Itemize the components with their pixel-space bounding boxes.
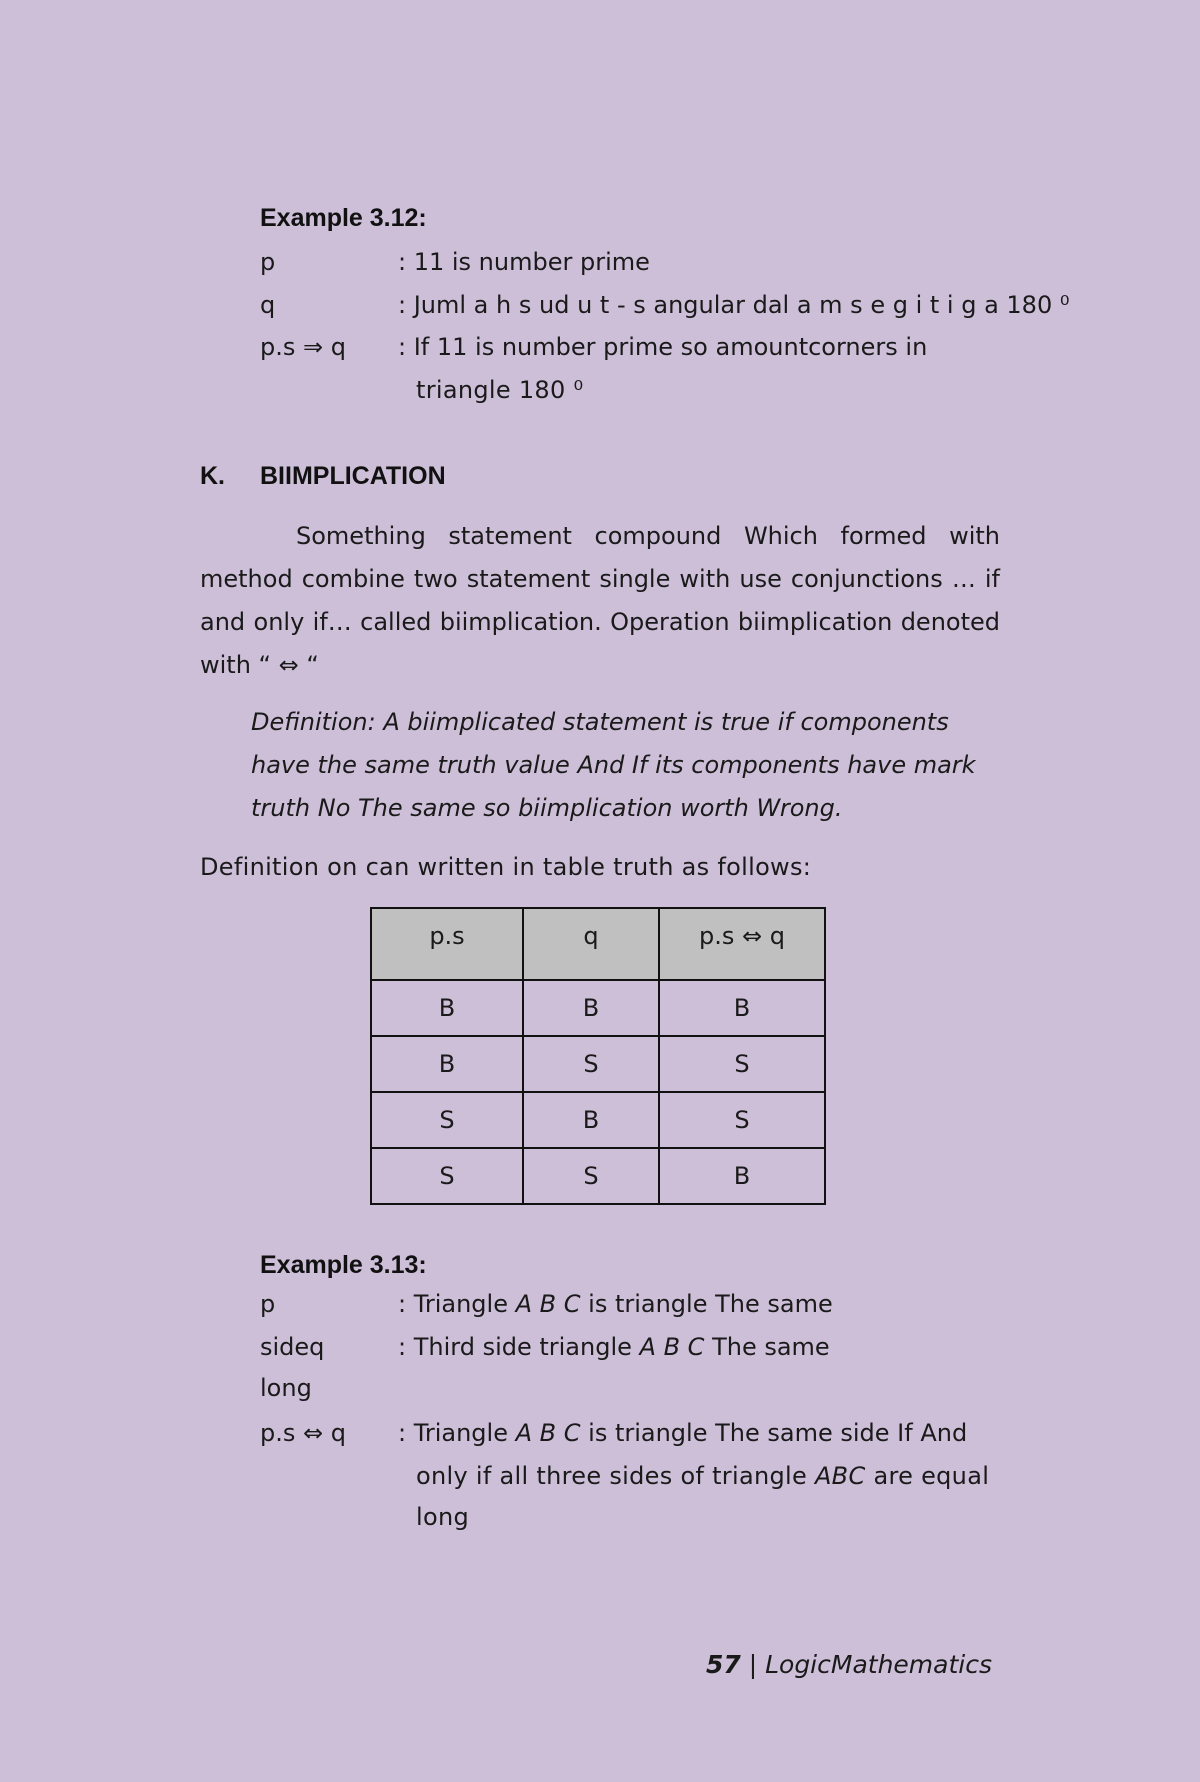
- example-3-12-p-label: p: [260, 248, 276, 276]
- text-segment: The same: [704, 1333, 830, 1361]
- section-k-letter: K.: [200, 462, 225, 490]
- text-segment: : Triangle: [398, 1290, 516, 1318]
- biimplication-paragraph-text: Something statement compound Which formed with method combine two statement single with use conjunctions … if and only if… called biimplication. Operation biimplication denoted with “ ⇔ “: [200, 522, 1000, 679]
- example-3-13-q-label-continuation: long: [260, 1374, 312, 1402]
- example-3-13-biimplication-label: p.s ⇔ q: [260, 1419, 346, 1447]
- text-segment: is triangle The same: [580, 1290, 833, 1318]
- table-cell: B: [659, 980, 825, 1036]
- variable-abc: A B C: [639, 1333, 705, 1361]
- example-3-13-continuation-1: [416, 1462, 989, 1490]
- book-title: LogicMathematics: [765, 1650, 992, 1679]
- biimplication-paragraph: [200, 515, 1000, 687]
- example-3-12-implication-text: : If 11 is number prime so amountcorners in: [398, 333, 928, 361]
- text-segment: is triangle The same side If And: [580, 1419, 968, 1447]
- table-cell: S: [659, 1036, 825, 1092]
- definition-paragraph: Definition: A biimplicated statement is true if components have the same truth value And If its components have mark truth No The same so biimplication worth Wrong.: [251, 708, 976, 822]
- variable-abc: A B C: [515, 1419, 581, 1447]
- example-3-12-continuation: triangle 180 ⁰: [416, 376, 584, 404]
- text-segment: : Triangle: [398, 1419, 516, 1447]
- example-3-13-q-text: [398, 1333, 830, 1361]
- table-cell: S: [371, 1092, 523, 1148]
- example-3-13-q-label: sideq: [260, 1333, 325, 1361]
- page-footer: [706, 1650, 992, 1679]
- text-segment: : Third side triangle: [398, 1333, 640, 1361]
- example-3-12-implication-label: p.s ⇒ q: [260, 333, 346, 361]
- table-row: [371, 1092, 825, 1148]
- variable-abc: ABC: [814, 1462, 866, 1490]
- table-cell: B: [659, 1148, 825, 1204]
- table-cell: B: [523, 980, 659, 1036]
- table-cell: S: [523, 1148, 659, 1204]
- truth-table-header: p.s: [371, 908, 523, 980]
- example-3-12-title: Example 3.12:: [260, 204, 427, 232]
- example-3-12-q-label: q: [260, 291, 276, 319]
- example-3-13-continuation-2: long: [416, 1503, 469, 1531]
- table-cell: S: [523, 1036, 659, 1092]
- table-cell: B: [371, 1036, 523, 1092]
- table-row: [371, 1148, 825, 1204]
- table-cell: B: [523, 1092, 659, 1148]
- example-3-12-q-text: : Juml a h s ud u t - s angular dal a m s e g i t i g a 180 ⁰: [398, 291, 1070, 319]
- table-cell: S: [371, 1148, 523, 1204]
- footer-separator: |: [740, 1650, 766, 1679]
- truth-table-header: p.s ⇔ q: [659, 908, 825, 980]
- example-3-13-p-text: [398, 1290, 833, 1318]
- table-row: [371, 1036, 825, 1092]
- example-3-12-p-text: : 11 is number prime: [398, 248, 650, 276]
- table-intro: Definition on can written in table truth as follows:: [200, 853, 812, 881]
- truth-table: [370, 907, 826, 1205]
- table-row: [371, 980, 825, 1036]
- text-segment: only if all three sides of triangle: [416, 1462, 815, 1490]
- table-cell: B: [371, 980, 523, 1036]
- truth-table-header: q: [523, 908, 659, 980]
- text-segment: are equal: [865, 1462, 990, 1490]
- variable-abc: A B C: [515, 1290, 581, 1318]
- table-cell: S: [659, 1092, 825, 1148]
- example-3-13-title: Example 3.13:: [260, 1251, 427, 1279]
- section-k-title: BIIMPLICATION: [260, 462, 446, 490]
- example-3-13-p-label: p: [260, 1290, 276, 1318]
- truth-table-header-row: [371, 908, 825, 980]
- example-3-13-biimplication-text: [398, 1419, 967, 1447]
- page-number: 57: [705, 1650, 741, 1679]
